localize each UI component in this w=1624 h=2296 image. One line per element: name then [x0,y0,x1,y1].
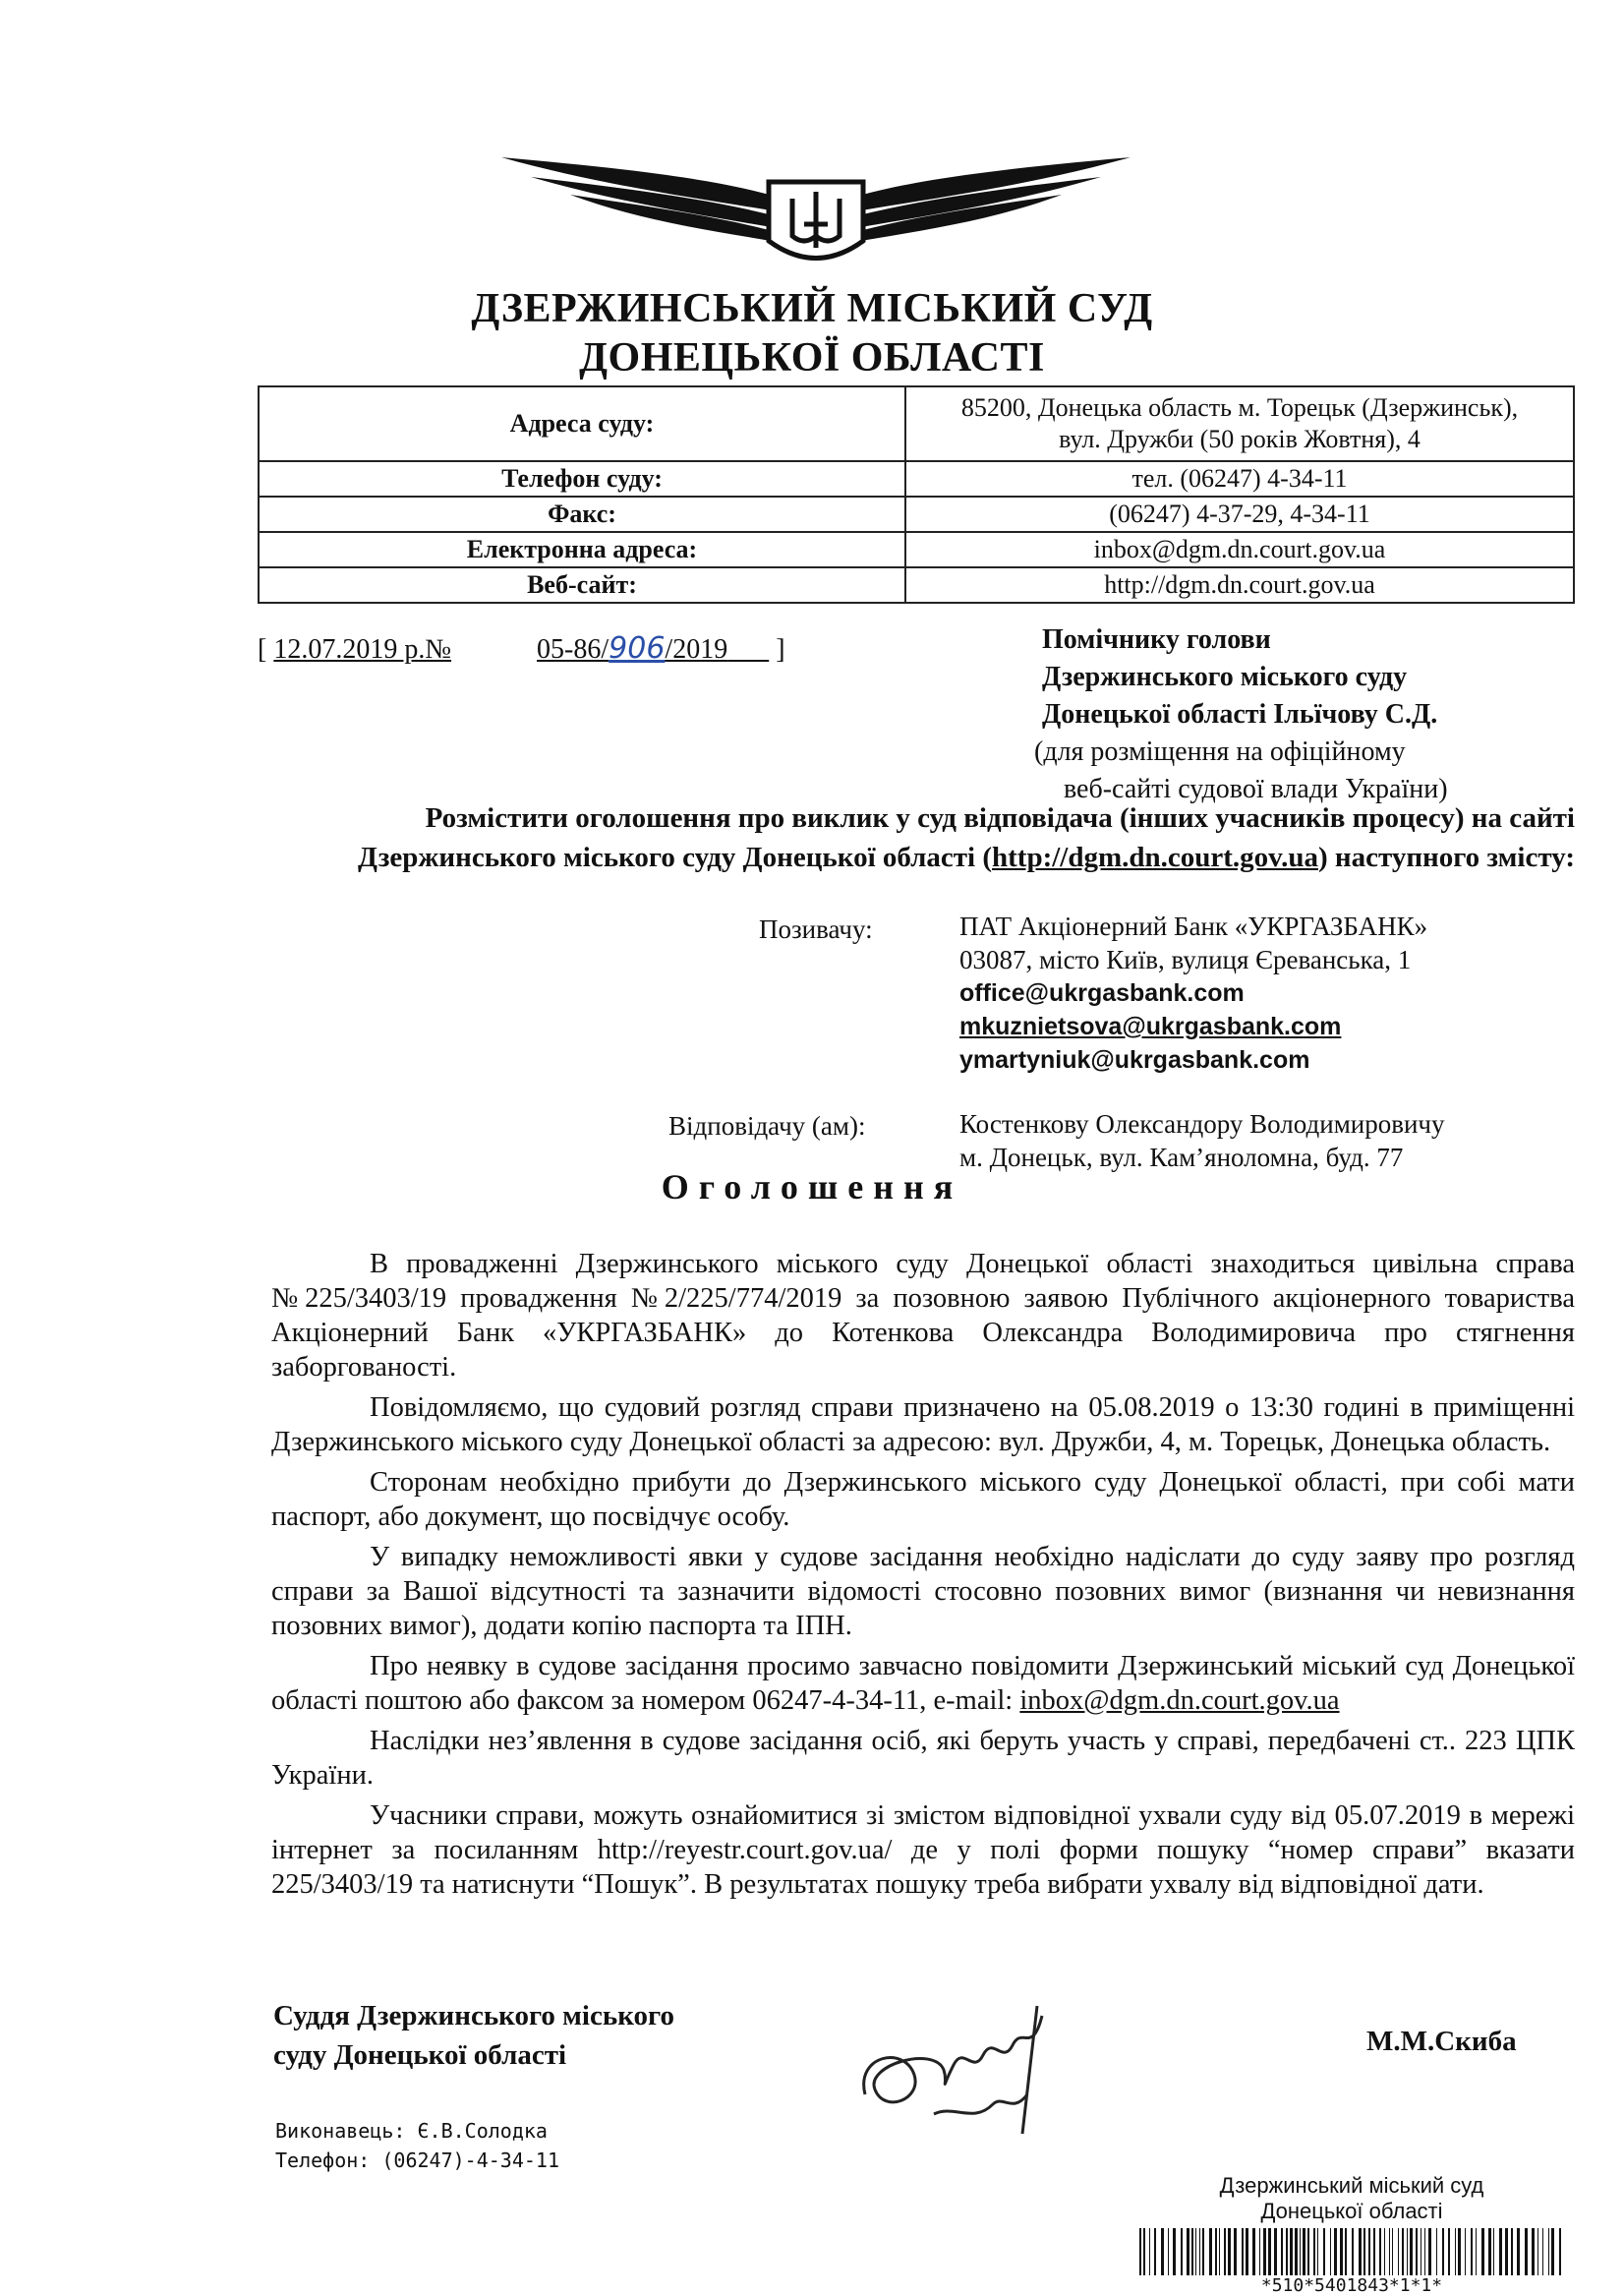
table-row [259,497,1574,532]
registration-number-suffix: /2019 [665,634,728,665]
request-line1: Розмістити оголошення про виклик у суд відповідача (інших учасників процесу) на сайті [425,802,1575,834]
paragraph-4: У випадку неможливості явки у судове засідання необхідно надіслати до суду заяву про розгляд справи за Вашої відсутності та зазначити відомості стосовно позовних вимог (визнання чи невизнання позовних вимог), додати копію паспорта та ІПН. [271,1542,1575,1641]
address-line1: 85200, Донецька область м. Торецьк (Дзержинськ), [960,393,1519,422]
table-row [259,461,1574,497]
website-label: Веб-сайт: [259,567,905,603]
paragraph-1: В провадженні Дзержинського міського суду Донецької області знаходиться цивільна справа №225/3403/19 провадження №2/225/774/2019 за позовною заявою Публічного акціонерного товариства Акціонерний Банк «УКРГАЗБАНК» до Котенкова Олександра Володимировича про стягнення заборгованості. [271,1249,1575,1383]
executor-phone: Телефон: (06247)-4-34-11 [275,2149,559,2172]
addressee-block [1034,621,1448,808]
announcement-title: Оголошення [661,1167,963,1207]
registration-number [258,631,785,666]
plaintiff-address: 03087, місто Київ, вулиця Єреванська, 1 [959,945,1412,974]
registration-date: 12.07.2019 р.№ [273,634,452,665]
paragraph-6: Наслідки нез’явлення в судове засідання осіб, які беруть участь у справі, передбачені ст.. 223 ЦПК України. [271,1726,1575,1791]
email-value: inbox@dgm.dn.court.gov.ua [905,532,1574,567]
address-value [905,386,1574,461]
executor-name: Виконавець: Є.В.Солодка [275,2119,548,2143]
addressee-line1: Помічнику голови [1042,624,1271,655]
fax-value: (06247) 4-37-29, 4-34-11 [905,497,1574,532]
plaintiff-label: Позивачу: [759,914,873,944]
coat-of-arms-emblem [492,138,1140,275]
paragraph-2: Повідомляємо, що судовий розгляд справи призначено на 05.08.2019 о 13:30 годині в приміщенні Дзержинського міського суду Донецької області за адресою: вул. Дружби, 4, м. Торецьк, Донецька область. [271,1392,1575,1457]
defendant-label: Відповідачу (ам): [668,1111,866,1141]
addressee-line3: Донецької області Ільїчову С.Д. [1042,699,1438,730]
announcement-body [271,1247,1575,1908]
address-label: Адреса суду: [259,386,905,461]
court-info-table [258,385,1575,604]
court-name-line2: ДОНЕЦЬКОЇ ОБЛАСТІ [579,335,1045,381]
addressee-line5: веб-сайті судової влади України) [1064,774,1448,804]
registration-close-bracket: ] [776,634,785,665]
barcode [1135,2228,1568,2275]
phone-label: Телефон суду: [259,461,905,497]
plaintiff-name: ПАТ Акціонерний Банк «УКРГАЗБАНК» [959,912,1428,941]
court-email-link[interactable]: inbox@dgm.dn.court.gov.ua [1019,1685,1340,1716]
handwritten-signature [845,1986,1062,2144]
judge-title-line2: суду Донецької області [273,2039,567,2071]
judge-title [273,1996,674,2075]
website-value: http://dgm.dn.court.gov.ua [905,567,1574,603]
request-line2: Дзержинського міського суду Донецької області (http://dgm.dn.court.gov.ua) наступного змісту: [358,842,1575,873]
paragraph-7: Учасники справи, можуть ознайомитися зі змістом відповідної ухвали суду від 05.07.2019 в мережі інтернет за посиланням http://reyestr.court.gov.ua/ де у полі форми пошуку “номер справи” вказати 225/3403/19 та натиснути “Пошук”. В результатах пошуку треба вибрати ухвалу від відповідної дати. [271,1800,1575,1900]
court-website-link[interactable]: http://dgm.dn.court.gov.ua [992,842,1318,873]
judge-title-line1: Суддя Дзержинського міського [273,2000,674,2031]
paragraph-3: Сторонам необхідно прибути до Дзержинського міського суду Донецької області, при собі мати паспорт, або документ, що посвідчує особу. [271,1467,1575,1532]
addressee-line2: Дзержинського міського суду [1042,662,1408,692]
judge-name: М.М.Скиба [1366,2026,1517,2057]
publication-request [258,798,1575,877]
table-row [259,386,1574,461]
defendant-name: Костенкову Олександору Володимировичу [959,1109,1445,1139]
phone-value: тел. (06247) 4-34-11 [905,461,1574,497]
defendant-address: м. Донецьк, вул. Кам’яноломна, буд. 77 [959,1143,1404,1172]
registration-number-handwritten: 906 [609,631,666,666]
executor-info [275,2116,559,2175]
defendant-details [959,1107,1445,1174]
addressee-line4: (для розміщення на офіційному [1034,736,1406,767]
plaintiff-email2: mkuznietsova@ukrgasbank.com [959,1013,1342,1040]
table-row [259,532,1574,567]
table-row [259,567,1574,603]
barcode-code: *510*5401843*1*1* [1260,2275,1443,2296]
address-line2: вул. Дружби (50 років Жовтня), 4 [1059,425,1421,453]
plaintiff-email3: ymartyniuk@ukrgasbank.com [959,1046,1310,1074]
plaintiff-email1: office@ukrgasbank.com [959,979,1245,1007]
stamp-line1: Дзержинський міський суд [1219,2173,1484,2198]
plaintiff-details [959,910,1427,1077]
paragraph-5: Про неявку в судове засідання просимо завчасно повідомити Дзержинський міський суд Донецької області поштою або факсом за номером 06247-4-34-11, e-mail: inbox@dgm.dn.court.gov.ua [271,1651,1575,1716]
fax-label: Факс: [259,497,905,532]
registration-open-bracket: [ [258,634,267,665]
registry-stamp [1131,2173,1573,2296]
stamp-line2: Донецької області [1260,2199,1443,2223]
registration-number-prefix: 05-86/ [537,634,609,665]
email-label: Електронна адреса: [259,532,905,567]
court-name-line1: ДЗЕРЖИНСЬКИЙ МІСЬКИЙ СУД [471,286,1153,331]
